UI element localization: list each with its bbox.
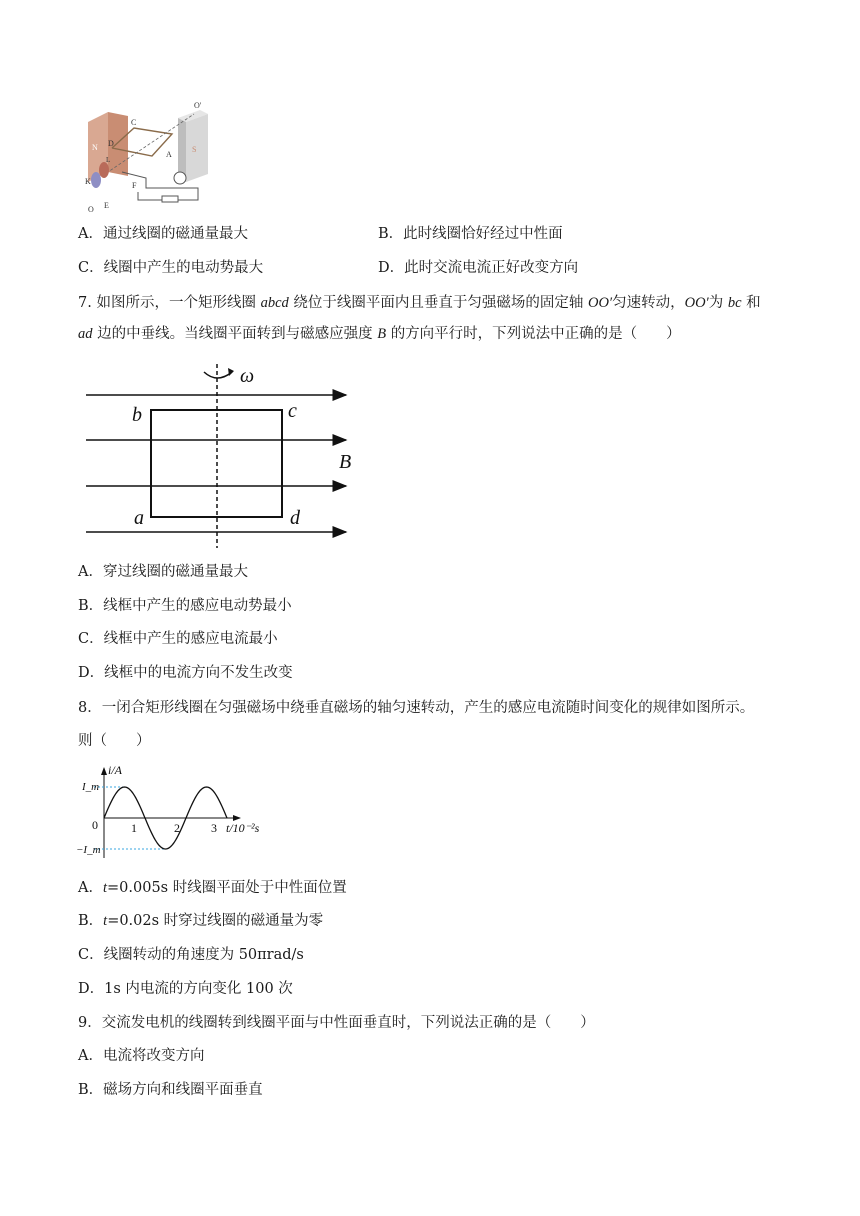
q7-stem-line1: 7. 如图所示，一个矩形线圈 abcd 绕位于线圈平面内且垂直于匀强磁场的固定轴 OO′匀速转动，OO′为 bc 和 — [78, 295, 761, 311]
corner-d-label: d — [290, 507, 300, 529]
q7-option-c: C．线框中产生的感应电流最小 — [78, 631, 278, 647]
q9-option-b: B．磁场方向和线圈平面垂直 — [78, 1082, 263, 1098]
label-a: A — [166, 150, 172, 159]
q6-option-a: A．通过线圈的磁通量最大 — [78, 226, 248, 242]
axis-o-prime-label: O' — [194, 101, 202, 110]
q8-option-d: D．1s 内电流的方向变化 100 次 — [78, 981, 293, 997]
label-e: E — [104, 201, 109, 210]
q6-option-d: D．此时交流电流正好改变方向 — [378, 260, 579, 276]
omega-label: ω — [240, 365, 255, 387]
label-f: F — [132, 181, 137, 190]
corner-b-label: b — [132, 404, 142, 426]
corner-c-label: c — [288, 400, 297, 422]
label-k: K — [85, 177, 91, 186]
q7-option-a: A．穿过线圈的磁通量最大 — [78, 564, 248, 580]
magnet-n-label: N — [92, 143, 98, 152]
label-c: C — [131, 118, 137, 127]
q7-option-b: B．线框中产生的感应电动势最小 — [78, 598, 292, 614]
q8-option-c: C．线圈转动的角速度为 50πrad/s — [78, 947, 304, 963]
label-l: L — [106, 156, 111, 164]
y-tick-neg-im: −I_m — [76, 844, 101, 856]
q7-stem-line2: ad 边的中垂线。当线圈平面转到与磁感应强度 B 的方向平行时，下列说法中正确的是（ ） — [78, 326, 681, 342]
x-axis-label: t/10⁻²s — [226, 821, 260, 835]
x-tick-2: 2 — [174, 821, 180, 835]
q6-option-c: C．线圈中产生的电动势最大 — [78, 260, 264, 276]
corner-a-label: a — [134, 507, 144, 529]
q9-option-a: A．电流将改变方向 — [78, 1048, 205, 1064]
q8-stem-line1: 8．一闭合矩形线圈在匀强磁场中绕垂直磁场的轴匀速转动，产生的感应电流随时间变化的规律如图所示。 — [78, 700, 755, 716]
y-axis-label: i/A — [108, 763, 122, 777]
x-tick-0: 0 — [92, 818, 98, 832]
q8-option-b: B．t=0.02s 时穿过线圈的磁通量为零 — [78, 913, 324, 929]
q8-stem-line2: 则（ ） — [78, 733, 151, 749]
q8-option-a: A．t=0.005s 时线圈平面处于中性面位置 — [78, 880, 347, 896]
q6-option-b: B．此时线圈恰好经过中性面 — [378, 226, 563, 242]
y-tick-im: I_m — [82, 781, 100, 793]
q7-option-d: D．线框中的电流方向不发生改变 — [78, 665, 293, 681]
q9-stem: 9．交流发电机的线圈转到线圈平面与中性面垂直时，下列说法正确的是（ ） — [78, 1015, 595, 1031]
x-tick-1: 1 — [131, 821, 137, 835]
generator-figure — [82, 100, 217, 215]
magnet-s-label: S — [192, 145, 197, 154]
label-d: D — [108, 139, 114, 148]
q8-current-chart — [76, 762, 270, 862]
label-o: O — [88, 205, 94, 214]
field-b-label: B — [339, 451, 352, 473]
q7-coil-figure — [82, 362, 367, 552]
x-tick-3: 3 — [211, 821, 217, 835]
